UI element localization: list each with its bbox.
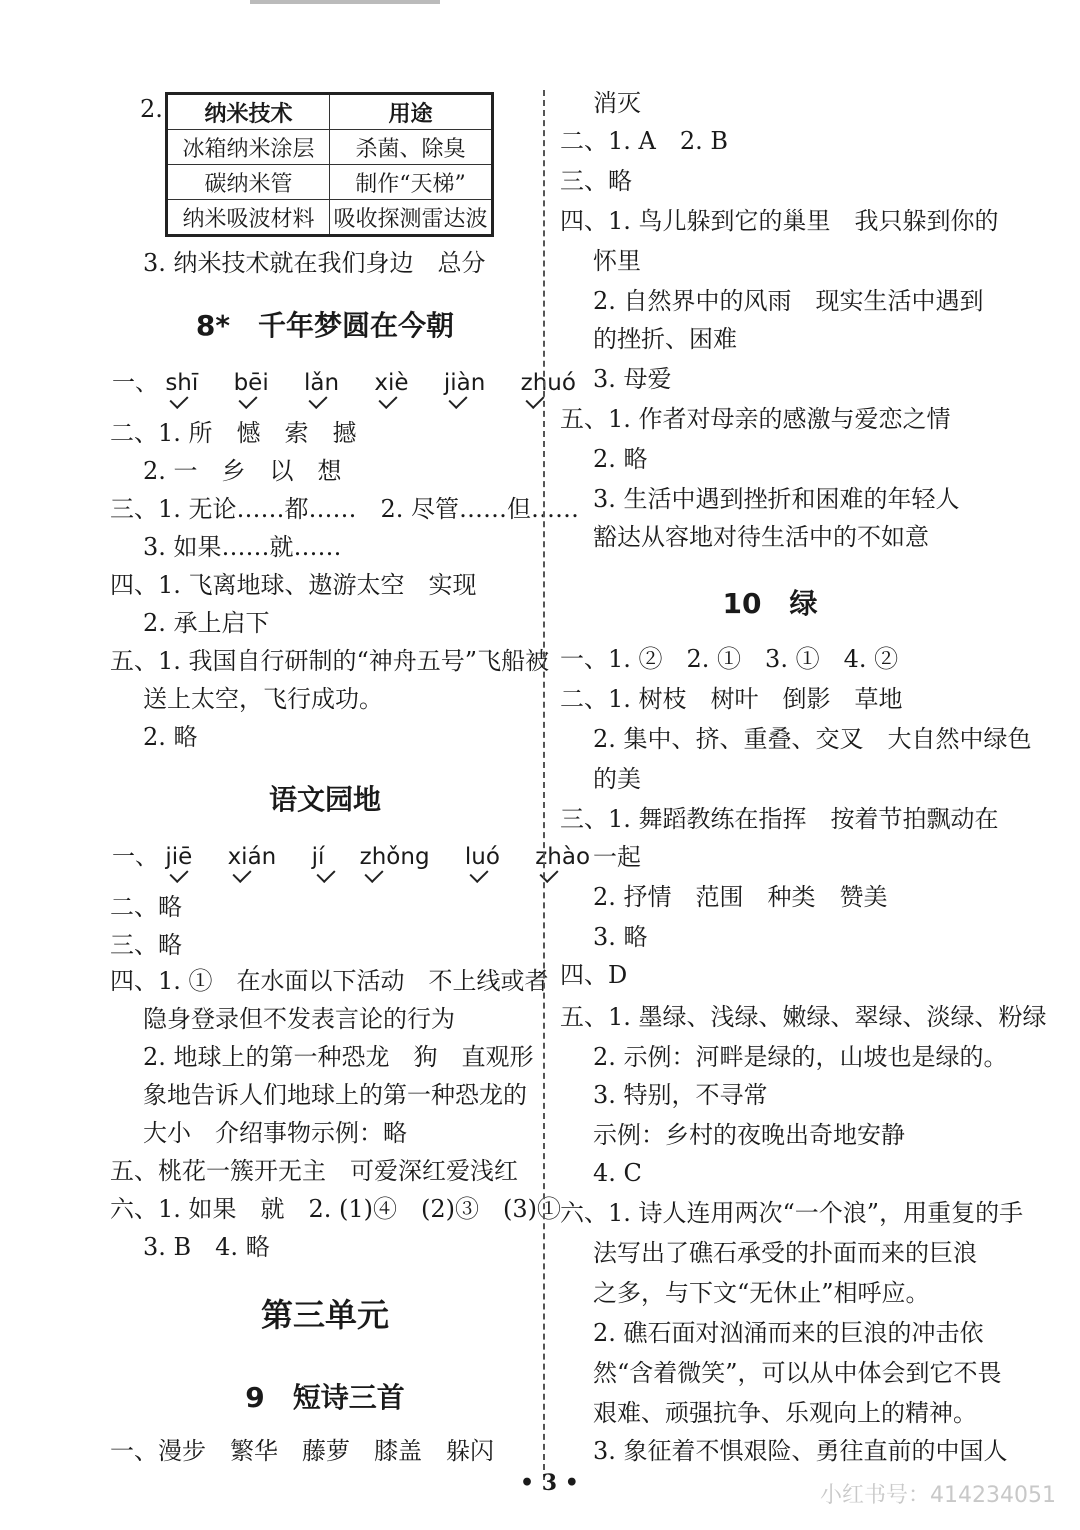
pinyin-item <box>444 370 485 396</box>
answer-line: 二、1. A 2. B <box>560 127 729 155</box>
pinyin-item <box>312 844 325 870</box>
answer-line: 3. 母爱 <box>593 365 672 393</box>
answer-line: 3. B 4. 略 <box>143 1233 270 1261</box>
pinyin-text: bēi <box>233 370 269 396</box>
lesson-10-title: 10 绿 <box>722 587 818 620</box>
pinyin-text: zhào <box>535 844 591 870</box>
pinyin-text: jí <box>311 844 325 870</box>
answer-line: 怀里 <box>593 247 641 275</box>
table-row <box>167 130 493 165</box>
table-header-cell: 纳米技术 <box>167 94 330 130</box>
table-cell: 制作“天梯” <box>330 165 493 200</box>
answer-line: 象地告诉人们地球上的第一种恐龙的 <box>143 1081 527 1109</box>
answer-line: 3. 纳米技术就在我们身边 总分 <box>143 249 486 277</box>
pinyin-item <box>360 844 430 870</box>
answer-line: 3. 如果……就…… <box>143 533 342 561</box>
answer-line: 之多，与下文“无休止”相呼应。 <box>593 1279 930 1307</box>
answer-line: 一、漫步 繁华 藤萝 膝盖 躲闪 <box>110 1437 494 1465</box>
answer-line: 的挫折、困难 <box>593 325 737 353</box>
unit-3-title: 第三单元 <box>260 1296 389 1334</box>
answer-line: 三、略 <box>560 167 632 195</box>
table-header-row <box>167 94 493 130</box>
answer-line: 六、1. 如果 就 2. (1)④ (2)③ (3)① <box>110 1195 562 1223</box>
answer-line: 四、1. 鸟儿躲到它的巢里 我只躲到你的 <box>560 207 999 235</box>
answer-line: 2. 地球上的第一种恐龙 狗 直观形 <box>143 1043 534 1071</box>
pinyin-text: shī <box>165 370 199 396</box>
table-cell: 杀菌、除臭 <box>330 130 493 165</box>
pinyin-item <box>465 844 500 870</box>
answer-line: 五、1. 墨绿、浅绿、嫩绿、翠绿、淡绿、粉绿 <box>560 1003 1047 1031</box>
question-label: 一、 <box>112 370 158 396</box>
pinyin-item <box>521 370 576 396</box>
table-cell: 纳米吸波材料 <box>167 200 330 236</box>
answer-line: 2. 示例：河畔是绿的，山坡也是绿的。 <box>593 1043 1008 1071</box>
answer-line: 一起 <box>593 843 641 871</box>
answer-line: 三、略 <box>110 931 182 959</box>
answer-line: 3. 略 <box>593 923 648 951</box>
answer-line: 2. 略 <box>593 445 648 473</box>
answer-line: 二、1. 所 憾 索 撼 <box>110 419 357 447</box>
answer-line: 2. 礁石面对汹涌而来的巨浪的冲击依 <box>593 1319 984 1347</box>
answer-line: 三、1. 无论……都…… 2. 尽管……但…… <box>110 495 580 523</box>
answer-line: 二、略 <box>110 893 182 921</box>
pinyin-text: zhǒng <box>359 844 430 870</box>
garden-title: 语文园地 <box>268 783 381 816</box>
answer-line: 示例：乡村的夜晚出奇地安静 <box>593 1121 905 1149</box>
column-divider <box>543 90 545 1480</box>
table-cell: 冰箱纳米涂层 <box>167 130 330 165</box>
pinyin-text: xián <box>227 844 277 870</box>
top-scan-mark <box>250 0 440 4</box>
pinyin-item <box>165 844 192 870</box>
answer-line: 四、1. ① 在水面以下活动 不上线或者 <box>110 967 549 995</box>
table-row <box>167 200 493 236</box>
answer-line: 的美 <box>593 765 641 793</box>
answer-line: 2. 抒情 范围 种类 赞美 <box>593 883 888 911</box>
answer-line: 然“含着微笑”，可以从中体会到它不畏 <box>593 1359 1002 1387</box>
answer-line: 2. 自然界中的风雨 现实生活中遇到 <box>593 287 984 315</box>
answer-line: 消灭 <box>593 89 641 117</box>
pinyin-text: lǎn <box>304 370 340 396</box>
answer-line: 3. 生活中遇到挫折和困难的年轻人 <box>593 485 960 513</box>
answer-line: 四、D <box>560 961 628 989</box>
answer-line: 3. 特别，不寻常 <box>593 1081 768 1109</box>
pinyin-text: xiè <box>374 370 409 396</box>
question-label: 一、 <box>112 844 158 870</box>
answer-line: 大小 介绍事物示例：略 <box>143 1119 407 1147</box>
answer-line: 2. 集中、挤、重叠、交叉 大自然中绿色 <box>593 725 1032 753</box>
table-header-cell: 用途 <box>330 94 493 130</box>
pinyin-item <box>165 370 198 396</box>
table-label: 2. <box>140 95 163 123</box>
table-cell: 碳纳米管 <box>167 165 330 200</box>
lesson-8-pinyin-row <box>112 364 604 397</box>
answer-line: 四、1. 飞离地球、遨游太空 实现 <box>110 571 477 599</box>
pinyin-text: jiē <box>165 844 193 870</box>
answer-line: 2. 承上启下 <box>143 609 270 637</box>
pinyin-item <box>234 370 269 396</box>
pinyin-item <box>304 370 339 396</box>
answer-line: 一、1. ② 2. ① 3. ① 4. ② <box>560 645 899 673</box>
pinyin-item <box>228 844 277 870</box>
answer-line: 二、1. 树枝 树叶 倒影 草地 <box>560 685 903 713</box>
answer-line: 五、1. 作者对母亲的感激与爱恋之情 <box>560 405 951 433</box>
answer-line: 艰难、顽强抗争、乐观向上的精神。 <box>593 1399 977 1427</box>
pinyin-text: zhuó <box>520 370 576 396</box>
nano-tech-table <box>165 92 494 237</box>
lesson-8-title: 8* 千年梦圆在今朝 <box>195 309 455 342</box>
pinyin-text: jiàn <box>443 370 486 396</box>
table-row <box>167 165 493 200</box>
lesson-9-title: 9 短诗三首 <box>245 1381 405 1414</box>
answer-line: 法写出了礁石承受的扑面而来的巨浪 <box>593 1239 977 1267</box>
pinyin-text: luó <box>464 844 500 870</box>
answer-line: 2. 略 <box>143 723 198 751</box>
answer-line: 4. C <box>593 1159 642 1187</box>
page-number: • 3 • <box>520 1470 579 1496</box>
answer-line: 隐身登录但不发表言论的行为 <box>143 1005 455 1033</box>
table-cell: 吸收探测雷达波 <box>330 200 493 236</box>
watermark: 小红书号：414234051 <box>820 1483 1056 1508</box>
answer-line: 送上太空，飞行成功。 <box>143 685 383 713</box>
pinyin-item <box>374 370 408 396</box>
answer-line: 豁达从容地对待生活中的不如意 <box>593 523 929 551</box>
answer-line: 2. 一 乡 以 想 <box>143 457 342 485</box>
answer-line: 六、1. 诗人连用两次“一个浪”，用重复的手 <box>560 1199 1024 1227</box>
answer-line: 五、桃花一簇开无主 可爱深红爱浅红 <box>110 1157 518 1185</box>
answer-line: 五、1. 我国自行研制的“神舟五号”飞船被 <box>110 647 550 675</box>
answer-line: 三、1. 舞蹈教练在指挥 按着节拍飘动在 <box>560 805 999 833</box>
answer-line: 3. 象征着不惧艰险、勇往直前的中国人 <box>593 1437 1008 1465</box>
